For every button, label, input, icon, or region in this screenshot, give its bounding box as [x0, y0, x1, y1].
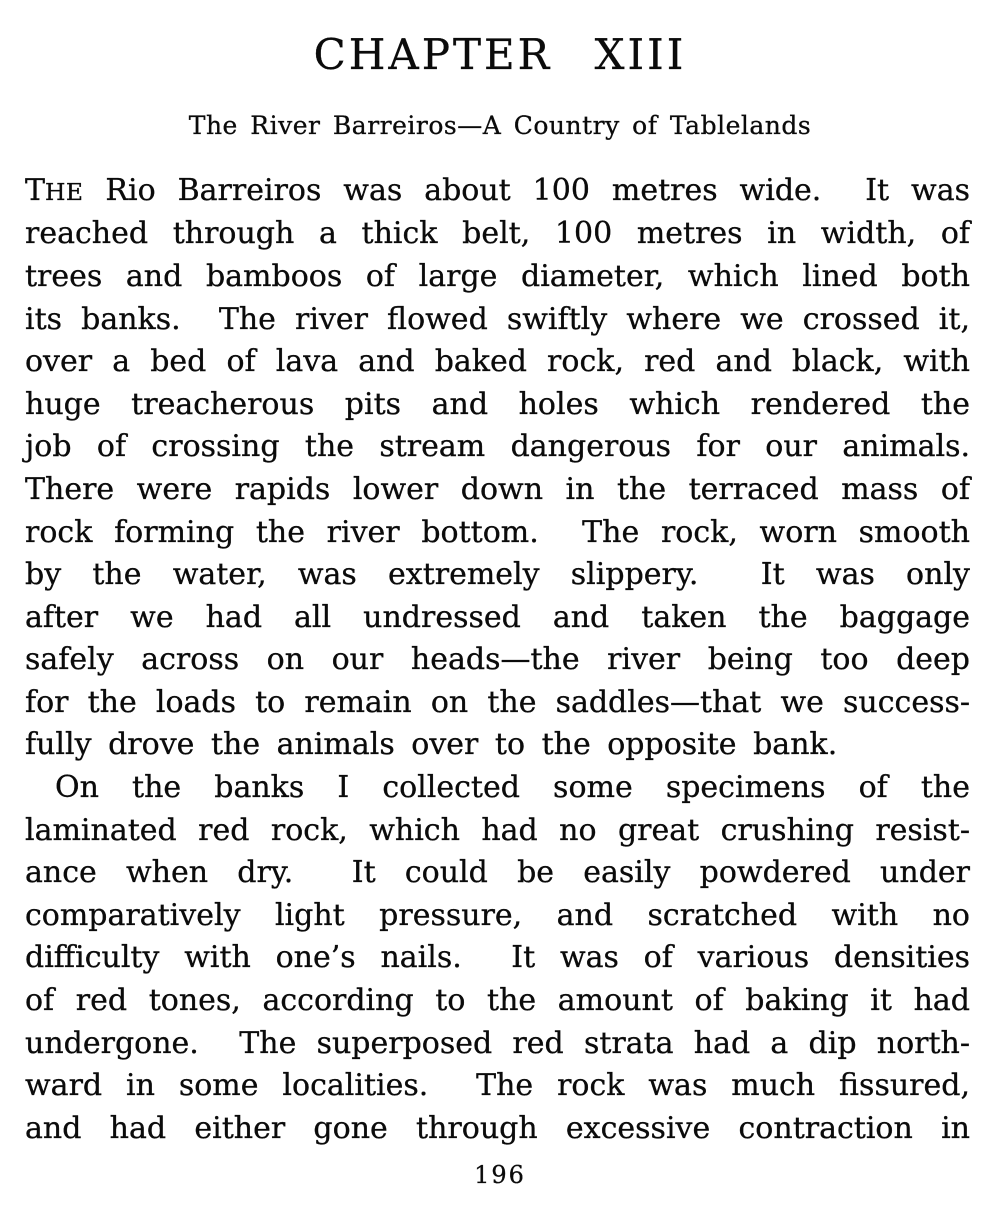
text-line: reached through a thick belt, 100 metres in width, of [25, 216, 970, 252]
text-line: huge treacherous pits and holes which rendered the [25, 386, 970, 422]
text-line: comparatively light pressure, and scratched with no [25, 897, 970, 933]
lead-capital: T [25, 172, 46, 208]
text-line: trees and bamboos of large diameter, which lined both [25, 258, 970, 294]
text-line: ward in some localities. The rock was much fissured, [25, 1068, 970, 1104]
text-line: On the banks I collected some specimens of the [55, 770, 970, 806]
text-line: after we had all undressed and taken the baggage [25, 599, 970, 635]
text-line: job of crossing the stream dangerous for our animals. [25, 429, 970, 465]
page-number: 196 [474, 1161, 526, 1190]
text-line: safely across on our heads—the river being too deep [25, 642, 970, 678]
lead-smallcaps: HE [45, 177, 84, 206]
chapter-title: CHAPTER XIII [313, 30, 687, 79]
text-line: THE Rio Barreiros was about 100 metres wide. It was [25, 172, 970, 208]
text-line: There were rapids lower down in the terraced mass of [25, 471, 970, 507]
text-line: undergone. The superposed red strata had a dip north- [25, 1025, 970, 1061]
text-line: ance when dry. It could be easily powdered under [25, 855, 970, 891]
text-line: by the water, was extremely slippery. It was only [25, 557, 970, 593]
text-line: fully drove the animals over to the opposite bank. [25, 727, 838, 763]
text-line: rock forming the river bottom. The rock, worn smooth [25, 514, 970, 550]
text-line: laminated red rock, which had no great crushing resist- [25, 812, 970, 848]
text-line: and had either gone through excessive contraction in [25, 1110, 970, 1146]
chapter-subtitle: The River Barreiros—A Country of Tablelands [188, 111, 812, 140]
text-line: difficulty with one’s nails. It was of various densities [25, 940, 970, 976]
text-line: of red tones, according to the amount of baking it had [25, 983, 970, 1019]
body-text [25, 170, 970, 1151]
text-line: its banks. The river flowed swiftly where we crossed it, [25, 301, 970, 337]
text-line: for the loads to remain on the saddles—that we success- [25, 684, 970, 720]
text-line: over a bed of lava and baked rock, red and black, with [25, 344, 970, 380]
